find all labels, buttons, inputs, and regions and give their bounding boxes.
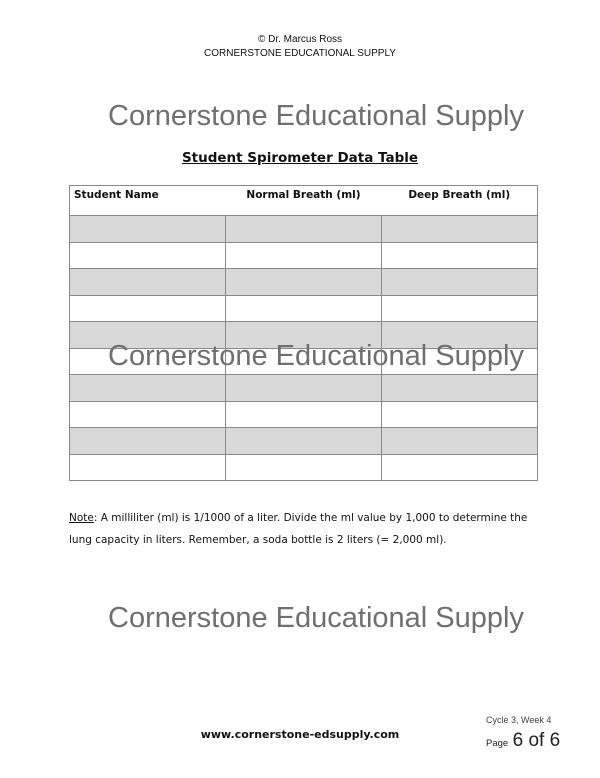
page-number bbox=[486, 730, 560, 752]
table-cell bbox=[226, 401, 382, 428]
table-cell bbox=[70, 216, 226, 243]
table-cell bbox=[382, 375, 538, 402]
company-line: CORNERSTONE EDUCATIONAL SUPPLY bbox=[204, 48, 396, 59]
table-header-row bbox=[70, 186, 538, 216]
table-row bbox=[70, 428, 538, 455]
table-cell bbox=[382, 428, 538, 455]
table-row bbox=[70, 295, 538, 322]
note-label: Note bbox=[69, 512, 94, 524]
table-cell bbox=[226, 348, 382, 375]
table-row bbox=[70, 454, 538, 481]
table-cell bbox=[70, 348, 226, 375]
page-header bbox=[0, 33, 600, 61]
table-cell bbox=[382, 242, 538, 269]
column-header-normal-breath: Normal Breath (ml) bbox=[226, 186, 382, 216]
table-row bbox=[70, 322, 538, 349]
table-cell bbox=[382, 269, 538, 296]
page-word: Page bbox=[486, 738, 509, 749]
table-cell bbox=[70, 375, 226, 402]
table-cell bbox=[382, 348, 538, 375]
copyright-line: © Dr. Marcus Ross bbox=[257, 34, 343, 45]
table-row bbox=[70, 216, 538, 243]
table-cell bbox=[70, 454, 226, 481]
page-number-value: 6 of 6 bbox=[512, 730, 561, 751]
footer-website-url: www.cornerstone-edsupply.com bbox=[200, 728, 400, 741]
document-title: Student Spirometer Data Table bbox=[181, 150, 419, 166]
cycle-week-label: Cycle 3, Week 4 bbox=[486, 715, 552, 725]
table-cell bbox=[70, 401, 226, 428]
table-cell bbox=[382, 216, 538, 243]
table-cell bbox=[70, 428, 226, 455]
note-paragraph bbox=[69, 507, 539, 551]
watermark-bottom: Cornerstone Educational Supply bbox=[108, 602, 524, 634]
table-cell bbox=[382, 401, 538, 428]
table-cell bbox=[382, 322, 538, 349]
table-row bbox=[70, 401, 538, 428]
table-row bbox=[70, 348, 538, 375]
table-cell bbox=[70, 322, 226, 349]
column-header-deep-breath: Deep Breath (ml) bbox=[382, 186, 538, 216]
table-cell bbox=[226, 375, 382, 402]
table-row bbox=[70, 375, 538, 402]
watermark-middle: Cornerstone Educational Supply bbox=[108, 340, 524, 372]
table-row bbox=[70, 269, 538, 296]
table-cell bbox=[226, 269, 382, 296]
table-cell bbox=[226, 454, 382, 481]
table-cell bbox=[226, 295, 382, 322]
table-body bbox=[70, 216, 538, 481]
table-cell bbox=[226, 428, 382, 455]
table-cell bbox=[70, 242, 226, 269]
spirometer-data-table bbox=[69, 185, 538, 481]
table-cell bbox=[382, 295, 538, 322]
table-cell bbox=[226, 242, 382, 269]
table-row bbox=[70, 242, 538, 269]
note-text: : A milliliter (ml) is 1/1000 of a liter. Divide the ml value by 1,000 to determine the lung capacity in liters. Remember, a soda bottle is 2 liters (= 2,000 ml). bbox=[69, 512, 528, 546]
table-cell bbox=[226, 322, 382, 349]
watermark-top: Cornerstone Educational Supply bbox=[108, 100, 524, 132]
table-cell bbox=[70, 295, 226, 322]
table-cell bbox=[382, 454, 538, 481]
table-cell bbox=[226, 216, 382, 243]
table-cell bbox=[70, 269, 226, 296]
column-header-student-name: Student Name bbox=[70, 186, 226, 216]
